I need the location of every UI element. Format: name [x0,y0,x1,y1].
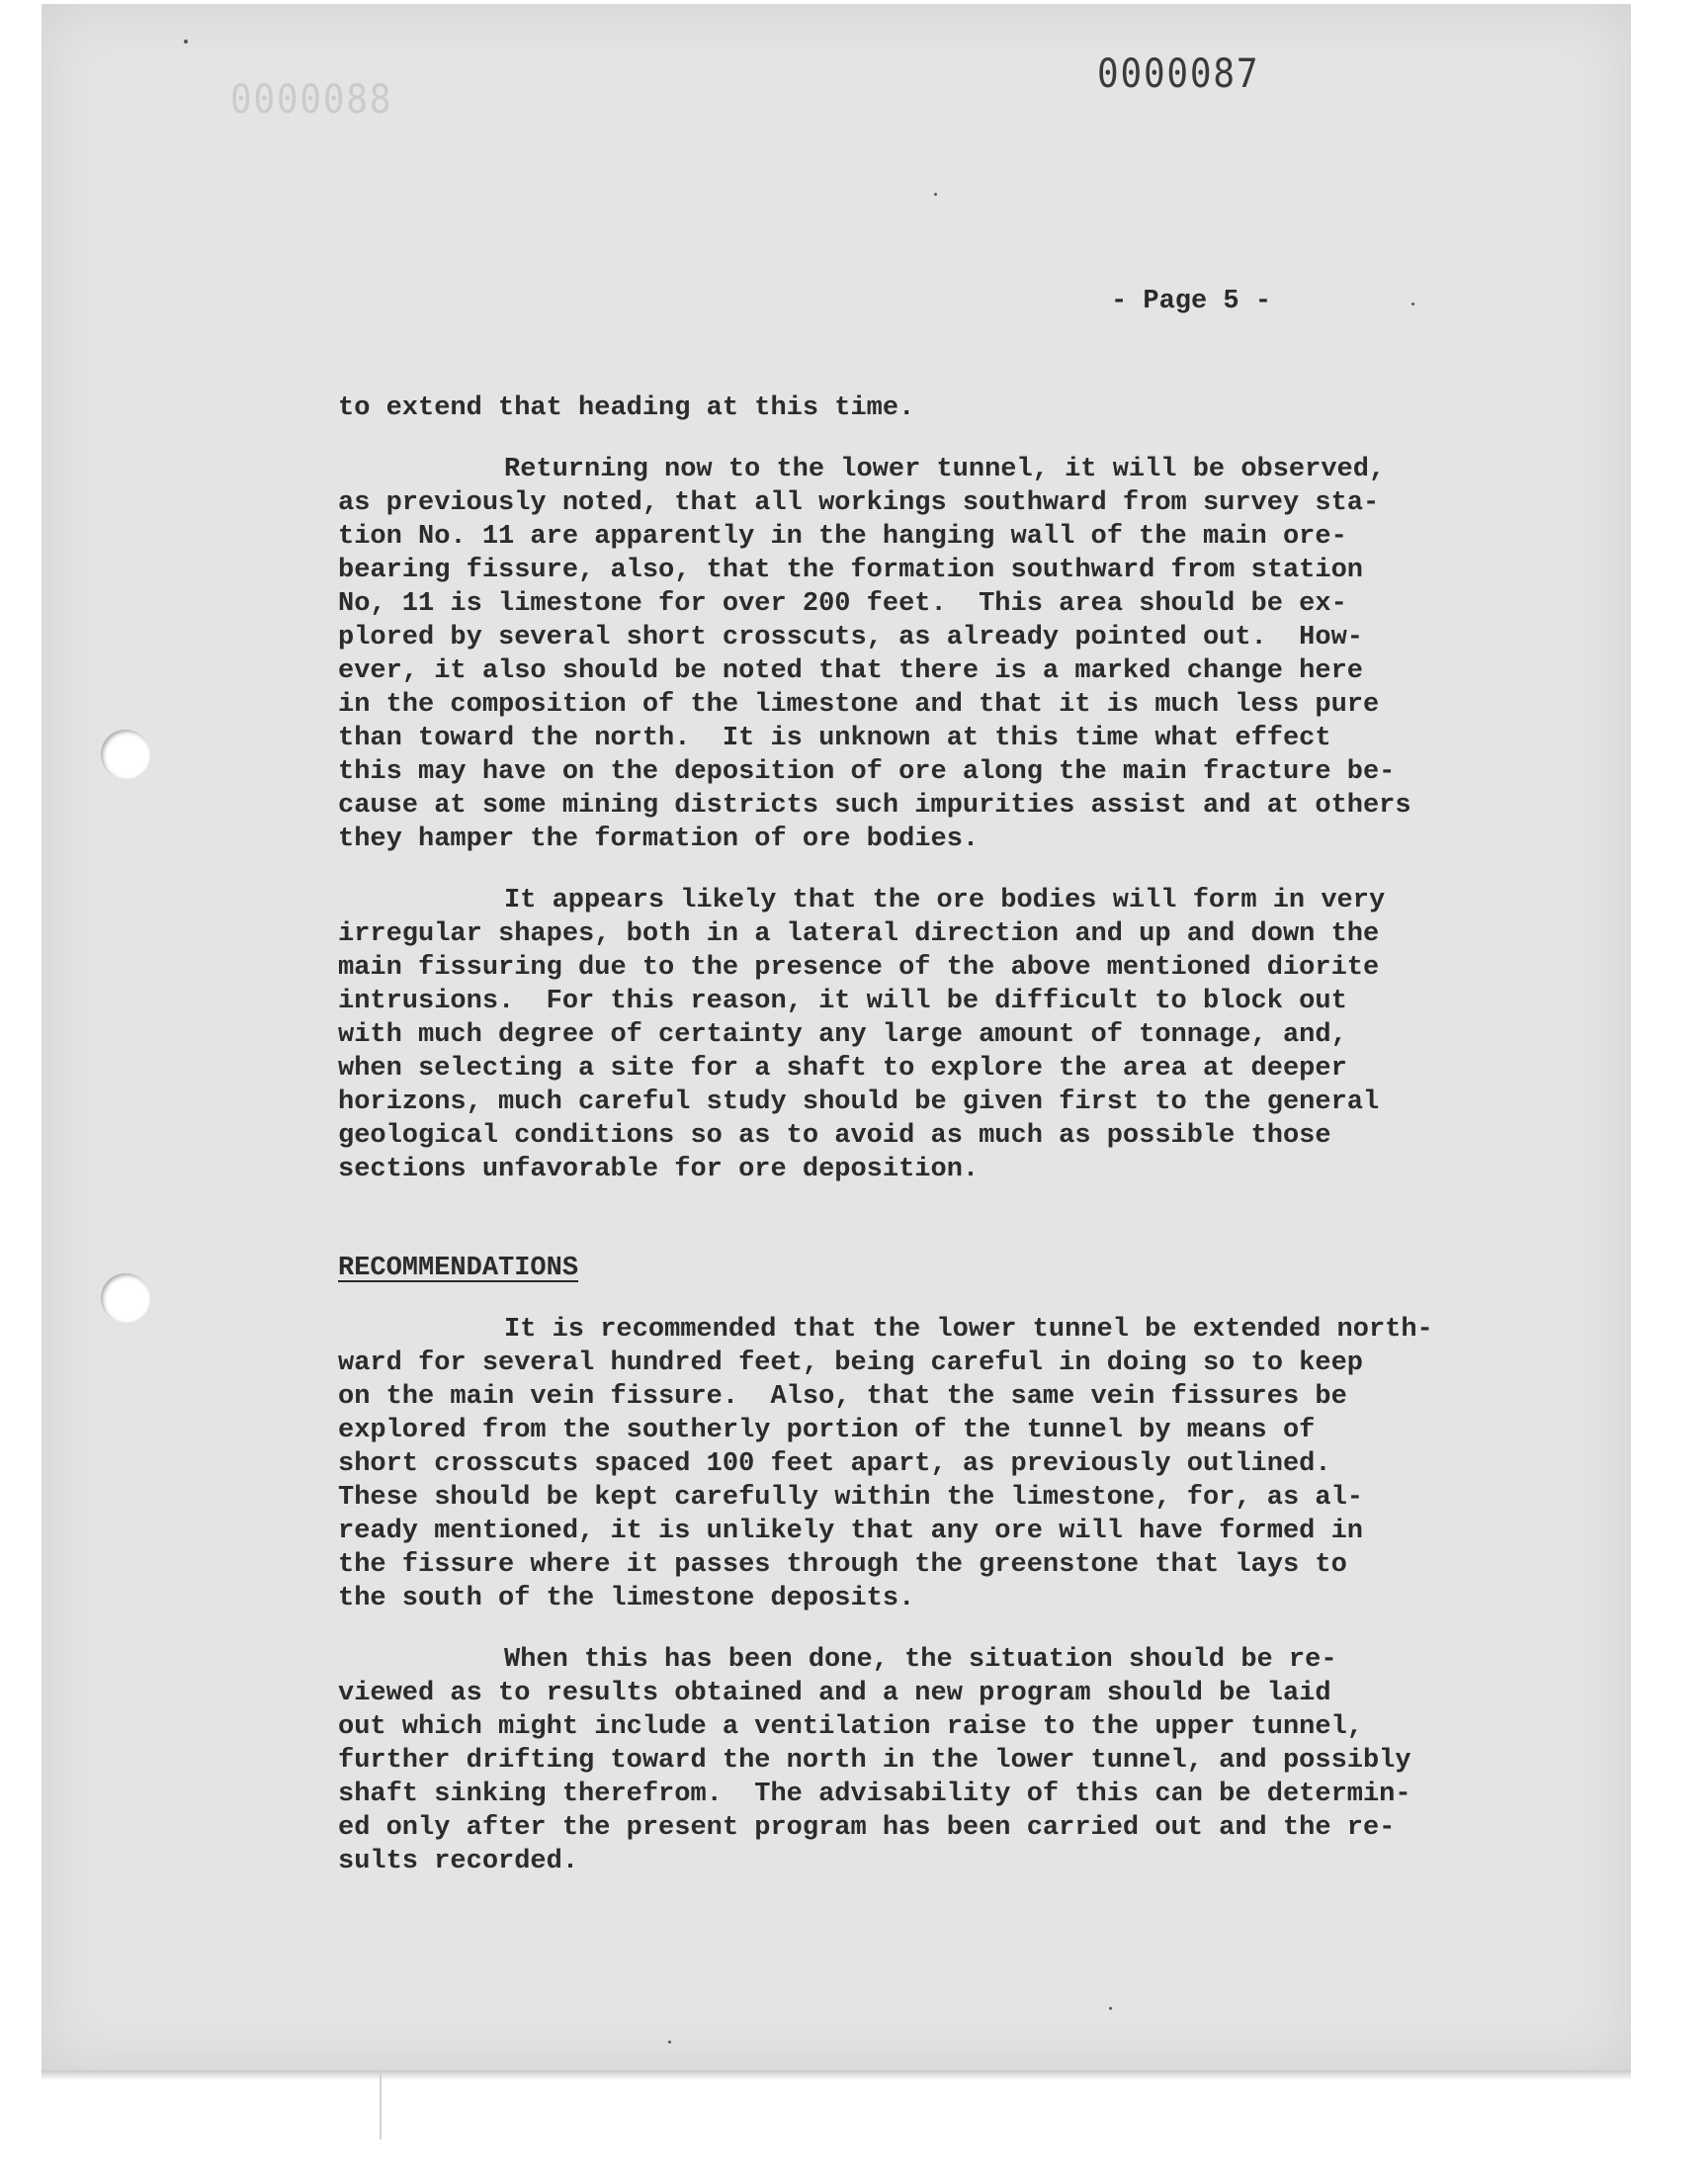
text-line: as previously noted, that all workings southward from survey sta- [338,488,1380,518]
text-line: Returning now to the lower tunnel, it will be observed, [504,455,1386,484]
text-line: It is recommended that the lower tunnel be extended north- [504,1315,1433,1345]
recommendations-heading: RECOMMENDATIONS [338,1254,579,1283]
text-line: geological conditions so as to avoid as much as possible those [338,1121,1331,1151]
text-line: ward for several hundred feet, being careful in doing so to keep [338,1348,1363,1378]
text-line: short crosscuts spaced 100 feet apart, as previously outlined. [338,1449,1331,1479]
text-line: out which might include a ventilation raise to the upper tunnel, [338,1712,1363,1742]
text-line: horizons, much careful study should be given first to the general [338,1088,1380,1117]
scan-speck [184,40,188,44]
text-line: this may have on the deposition of ore along the main fracture be- [338,757,1396,787]
scan-speck [1411,303,1414,305]
text-line: These should be kept carefully within the limestone, for, as al- [338,1483,1363,1513]
text-line: the south of the limestone deposits. [338,1584,915,1613]
text-line: plored by several short crosscuts, as already pointed out. How- [338,623,1363,652]
paragraph-continued [338,392,1445,425]
paragraph-returning [338,453,1445,856]
text-line: irregular shapes, both in a lateral direction and up and down the [338,919,1380,949]
text-line: sections unfavorable for ore deposition. [338,1155,980,1184]
scan-speck [934,193,937,196]
document-body [338,392,1445,1878]
text-line: in the composition of the limestone and that it is much less pure [338,690,1380,720]
text-line: No, 11 is limestone for over 200 feet. This area should be ex- [338,589,1347,619]
text-line: cause at some mining districts such impurities assist and at others [338,791,1411,821]
text-line: they hamper the formation of ore bodies. [338,825,980,854]
text-line: to extend that heading at this time. [338,393,915,423]
text-line: than toward the north. It is unknown at this time what effect [338,724,1331,753]
text-line: when selecting a site for a shaft to explore the area at deeper [338,1054,1347,1084]
punch-hole-lower [101,1273,150,1323]
text-line: shaft sinking therefrom. The advisability of this can be determin- [338,1780,1411,1809]
text-line: tion No. 11 are apparently in the hanging wall of the main ore- [338,522,1347,552]
document-number: 0000087 [1097,51,1260,97]
punch-hole-upper [101,730,150,779]
text-line: It appears likely that the ore bodies will form in very [504,886,1386,915]
text-line: explored from the southerly portion of the tunnel by means of [338,1416,1316,1445]
text-line: with much degree of certainty any large amount of tonnage, and, [338,1020,1347,1050]
text-line: intrusions. For this reason, it will be difficult to block out [338,987,1347,1016]
text-line: viewed as to results obtained and a new program should be laid [338,1679,1331,1708]
text-line: bearing fissure, also, that the formation southward from station [338,556,1363,585]
bleed-through-number: 8800000 [228,77,391,123]
page-edge-shadow [42,2070,1631,2080]
scan-artifact-line [380,2070,382,2139]
paragraph-appears [338,884,1445,1186]
text-line: main fissuring due to the presence of the above mentioned diorite [338,953,1380,983]
paragraph-recommended [338,1313,1445,1615]
page-number: - Page 5 - [1111,287,1272,316]
text-line: ed only after the present program has been carried out and the re- [338,1813,1396,1843]
text-line: sults recorded. [338,1847,579,1876]
text-line: ready mentioned, it is unlikely that any ore will have formed in [338,1517,1363,1546]
text-line: ever, it also should be noted that there is a marked change here [338,656,1363,686]
section-heading [338,1252,1445,1285]
text-line: further drifting toward the north in the lower tunnel, and possibly [338,1746,1411,1776]
paragraph-when [338,1643,1445,1878]
text-line: the fissure where it passes through the greenstone that lays to [338,1550,1347,1580]
scan-speck [1109,2007,1112,2010]
text-line: on the main vein fissure. Also, that the same vein fissures be [338,1382,1347,1412]
scan-speck [668,2041,671,2044]
text-line: When this has been done, the situation should be re- [504,1645,1337,1675]
